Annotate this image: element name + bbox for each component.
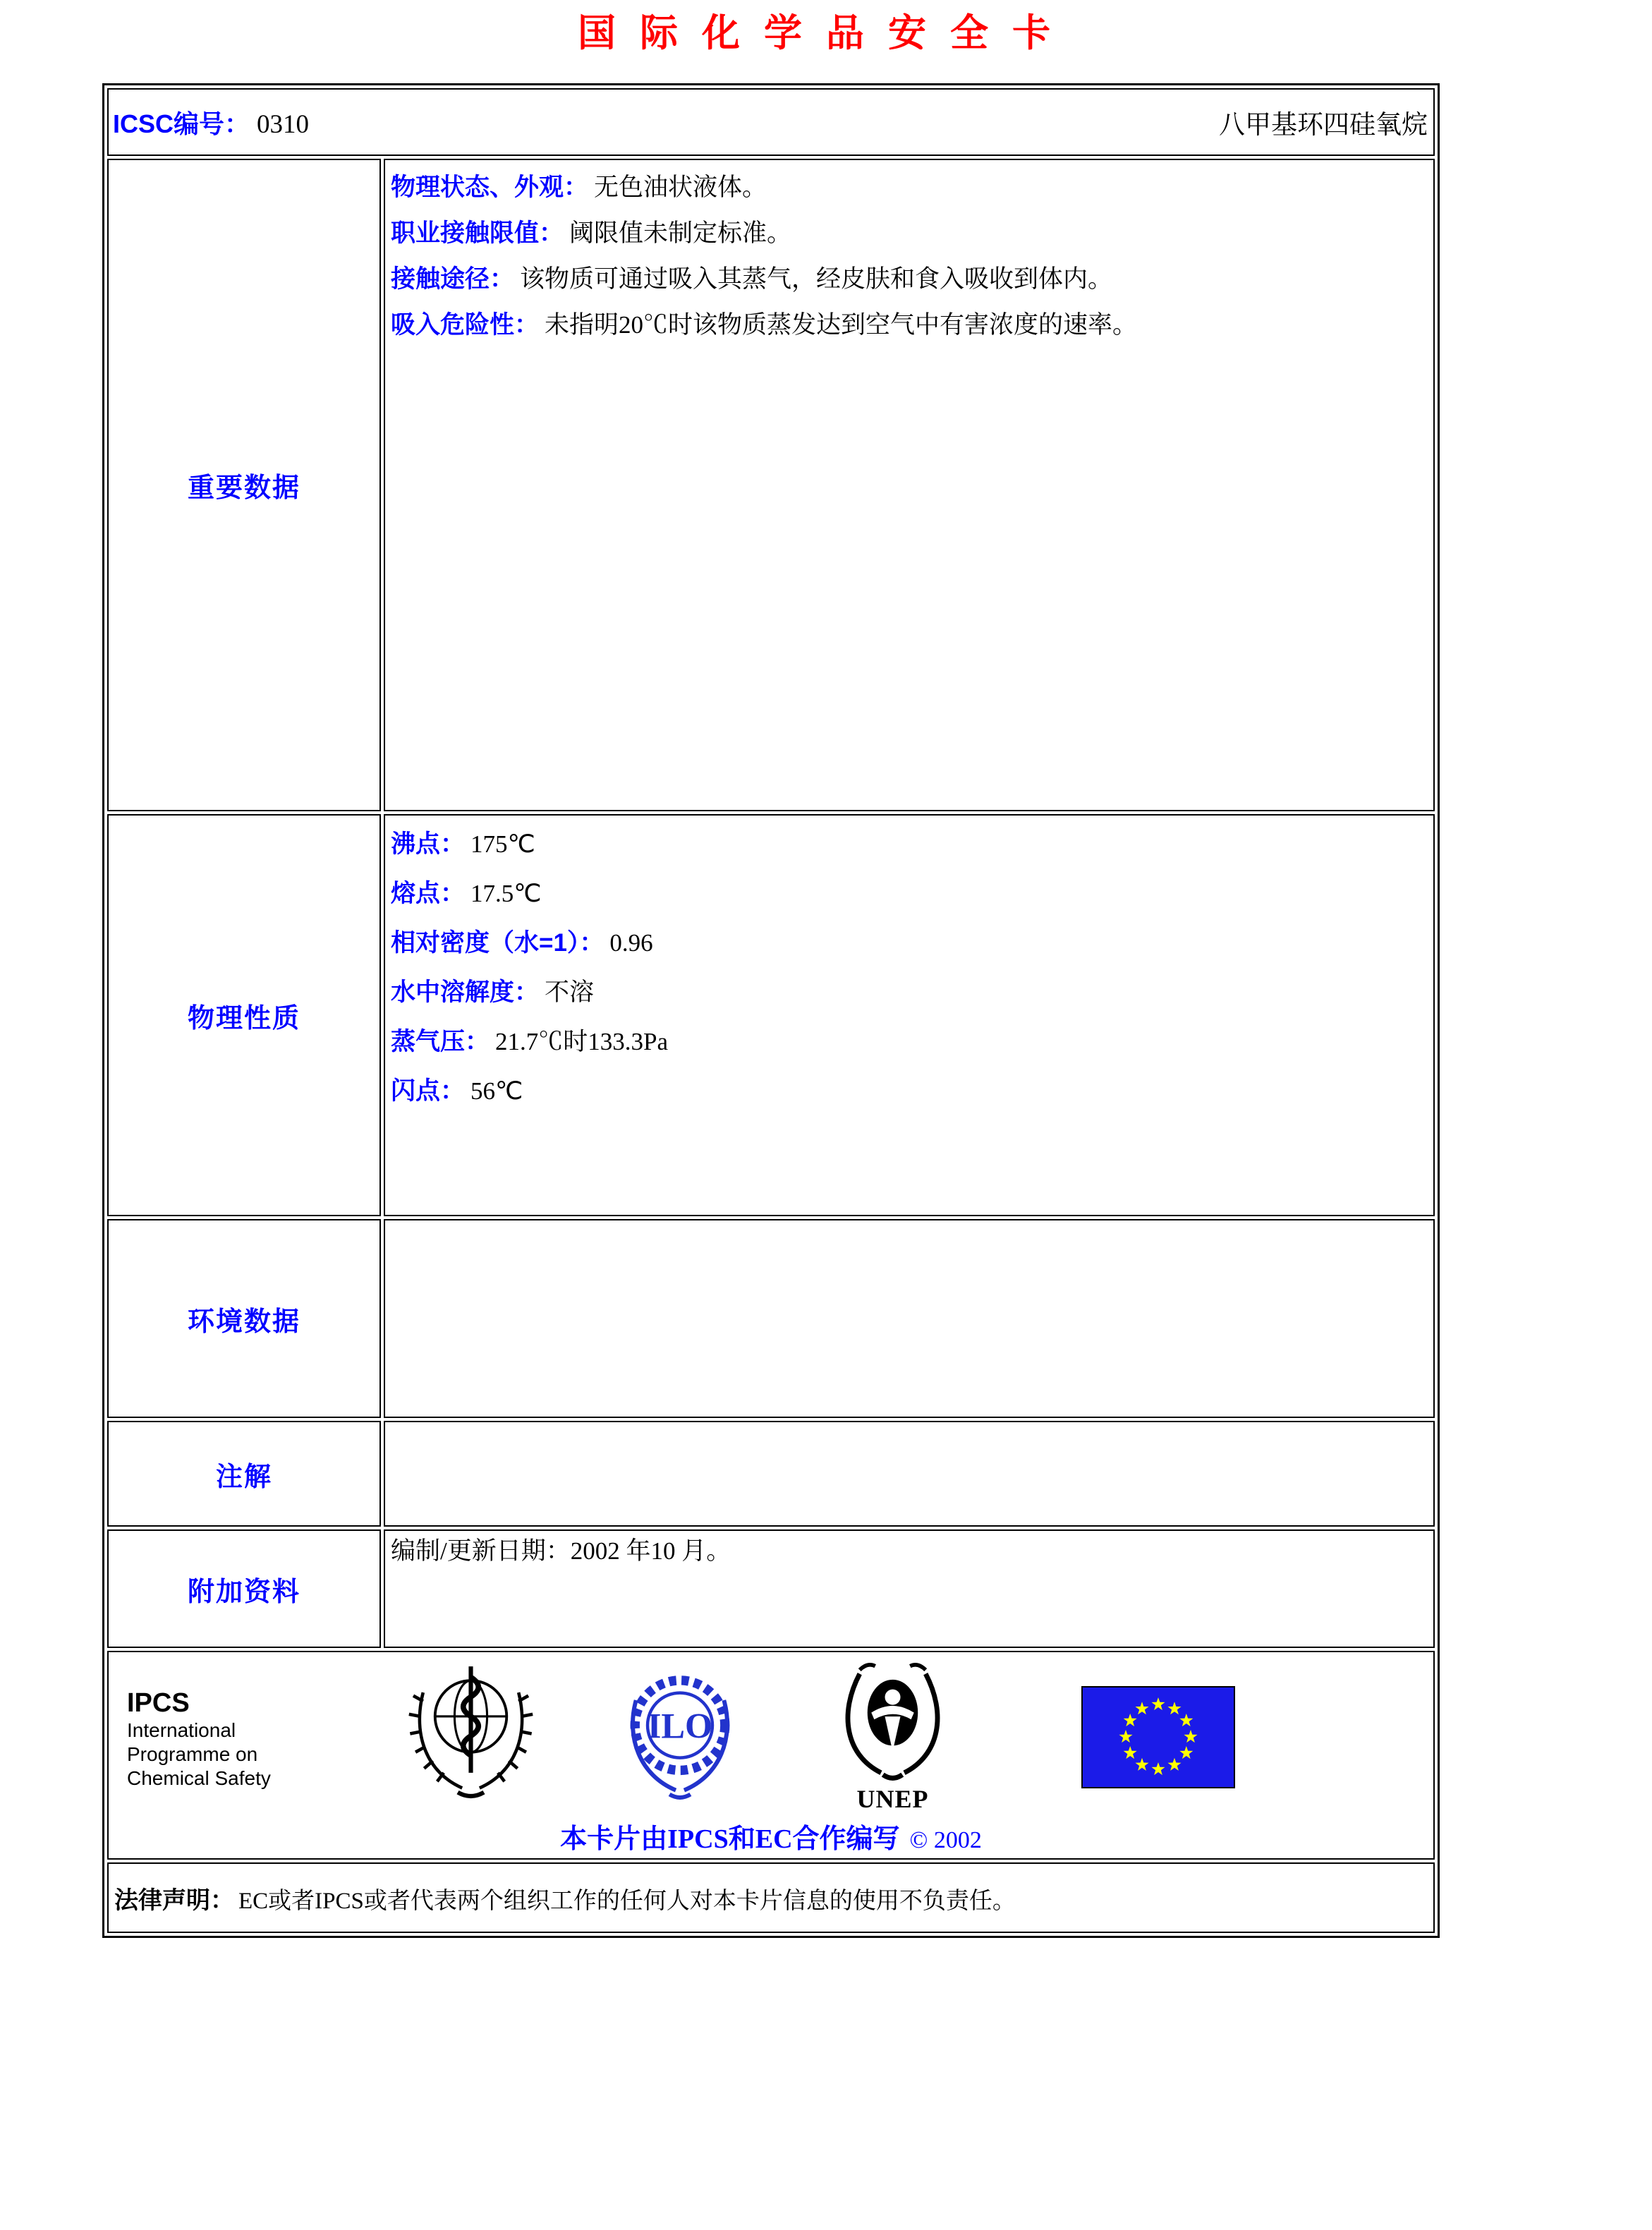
icsc-number-value: 0310 (257, 109, 310, 139)
who-logo-icon (406, 1662, 536, 1807)
legal-notice-label: 法律声明： (114, 1886, 234, 1914)
property-value: 阈限值未制定标准。 (569, 219, 792, 247)
legal-notice-text: EC或者IPCS或者代表两个组织工作的任何人对本卡片信息的使用不负责任。 (238, 1888, 1016, 1914)
property-label: 闪点： (391, 1077, 466, 1105)
property-label: 吸入危险性： (391, 311, 540, 339)
header-row (107, 88, 1435, 156)
property-line (391, 869, 1426, 919)
property-value: 56℃ (470, 1077, 523, 1105)
important-data-content (384, 159, 1435, 811)
important-data-row (107, 159, 1435, 811)
ipcs-subtitle-line: Chemical Safety (127, 1767, 271, 1789)
ipcs-subtitle-line: International (127, 1719, 236, 1741)
ilo-logo-icon (617, 1662, 743, 1807)
property-line (391, 968, 1426, 1017)
page-title: 国际化学品安全卡 (578, 12, 1074, 54)
additional-info-row (107, 1529, 1435, 1648)
unep-logo-icon (834, 1662, 951, 1781)
property-label: 接触途径： (391, 265, 515, 293)
property-line (391, 302, 1426, 348)
unep-logo-text: UNEP (856, 1785, 929, 1813)
notes-row (107, 1421, 1435, 1527)
property-line (391, 256, 1426, 302)
property-line (391, 820, 1426, 869)
credit-line (119, 1817, 1423, 1855)
footer-row (107, 1651, 1435, 1860)
property-line (391, 919, 1426, 968)
update-date-line: 编制/更新日期：2002 年10 月。 (391, 1537, 731, 1565)
logo-row (119, 1658, 1423, 1814)
property-value: 无色油状液体。 (594, 174, 767, 201)
copyright-text: © 2002 (909, 1827, 982, 1853)
property-line (391, 1067, 1426, 1116)
chemical-name: 八甲基环四硅氧烷 (1219, 111, 1428, 140)
property-label: 沸点： (391, 830, 466, 858)
ipcs-subtitle-line: Programme on (127, 1743, 258, 1765)
notes-content (384, 1421, 1435, 1527)
section-label-notes: 注解 (215, 1462, 272, 1492)
property-label: 水中溶解度： (391, 978, 540, 1006)
property-value: 21.7℃时133.3Pa (495, 1028, 669, 1055)
environmental-data-row (107, 1219, 1435, 1418)
environmental-data-content (384, 1219, 1435, 1418)
property-line (391, 1017, 1426, 1067)
property-label: 蒸气压： (391, 1028, 490, 1055)
property-label: 熔点： (391, 880, 466, 907)
section-label-physical-properties: 物理性质 (187, 1003, 300, 1034)
icsc-card-table (102, 83, 1440, 1938)
ipcs-title: IPCS (127, 1688, 190, 1718)
property-label: 职业接触限值： (391, 219, 564, 247)
property-line (391, 164, 1426, 210)
property-value: 17.5℃ (470, 880, 542, 907)
physical-properties-content (384, 814, 1435, 1216)
icsc-number-label: ICSC编号： (113, 109, 250, 138)
property-label: 相对密度（水=1）： (391, 929, 605, 957)
property-line (391, 210, 1426, 256)
ilo-logo-text: ILO (647, 1706, 713, 1746)
property-value: 175℃ (470, 830, 535, 858)
section-label-additional-info: 附加资料 (187, 1577, 300, 1607)
ipcs-text-block (127, 1687, 339, 1790)
property-value: 不溶 (545, 978, 595, 1006)
additional-info-content (384, 1529, 1435, 1648)
legal-row (107, 1862, 1435, 1933)
property-label: 物理状态、外观： (391, 174, 589, 201)
property-value: 0.96 (609, 929, 653, 957)
property-value: 未指明20℃时该物质蒸发达到空气中有害浓度的速率。 (545, 311, 1138, 339)
unep-logo-block (834, 1662, 951, 1814)
credit-text: 本卡片由IPCS和EC合作编写 (560, 1824, 900, 1854)
eu-flag-icon (1081, 1686, 1235, 1792)
icsc-number-group (113, 104, 309, 140)
physical-properties-row (107, 814, 1435, 1216)
section-label-important-data: 重要数据 (187, 473, 300, 503)
property-value: 该物质可通过吸入其蒸气，经皮肤和食入吸收到体内。 (520, 265, 1113, 293)
section-label-environmental-data: 环境数据 (187, 1307, 300, 1337)
